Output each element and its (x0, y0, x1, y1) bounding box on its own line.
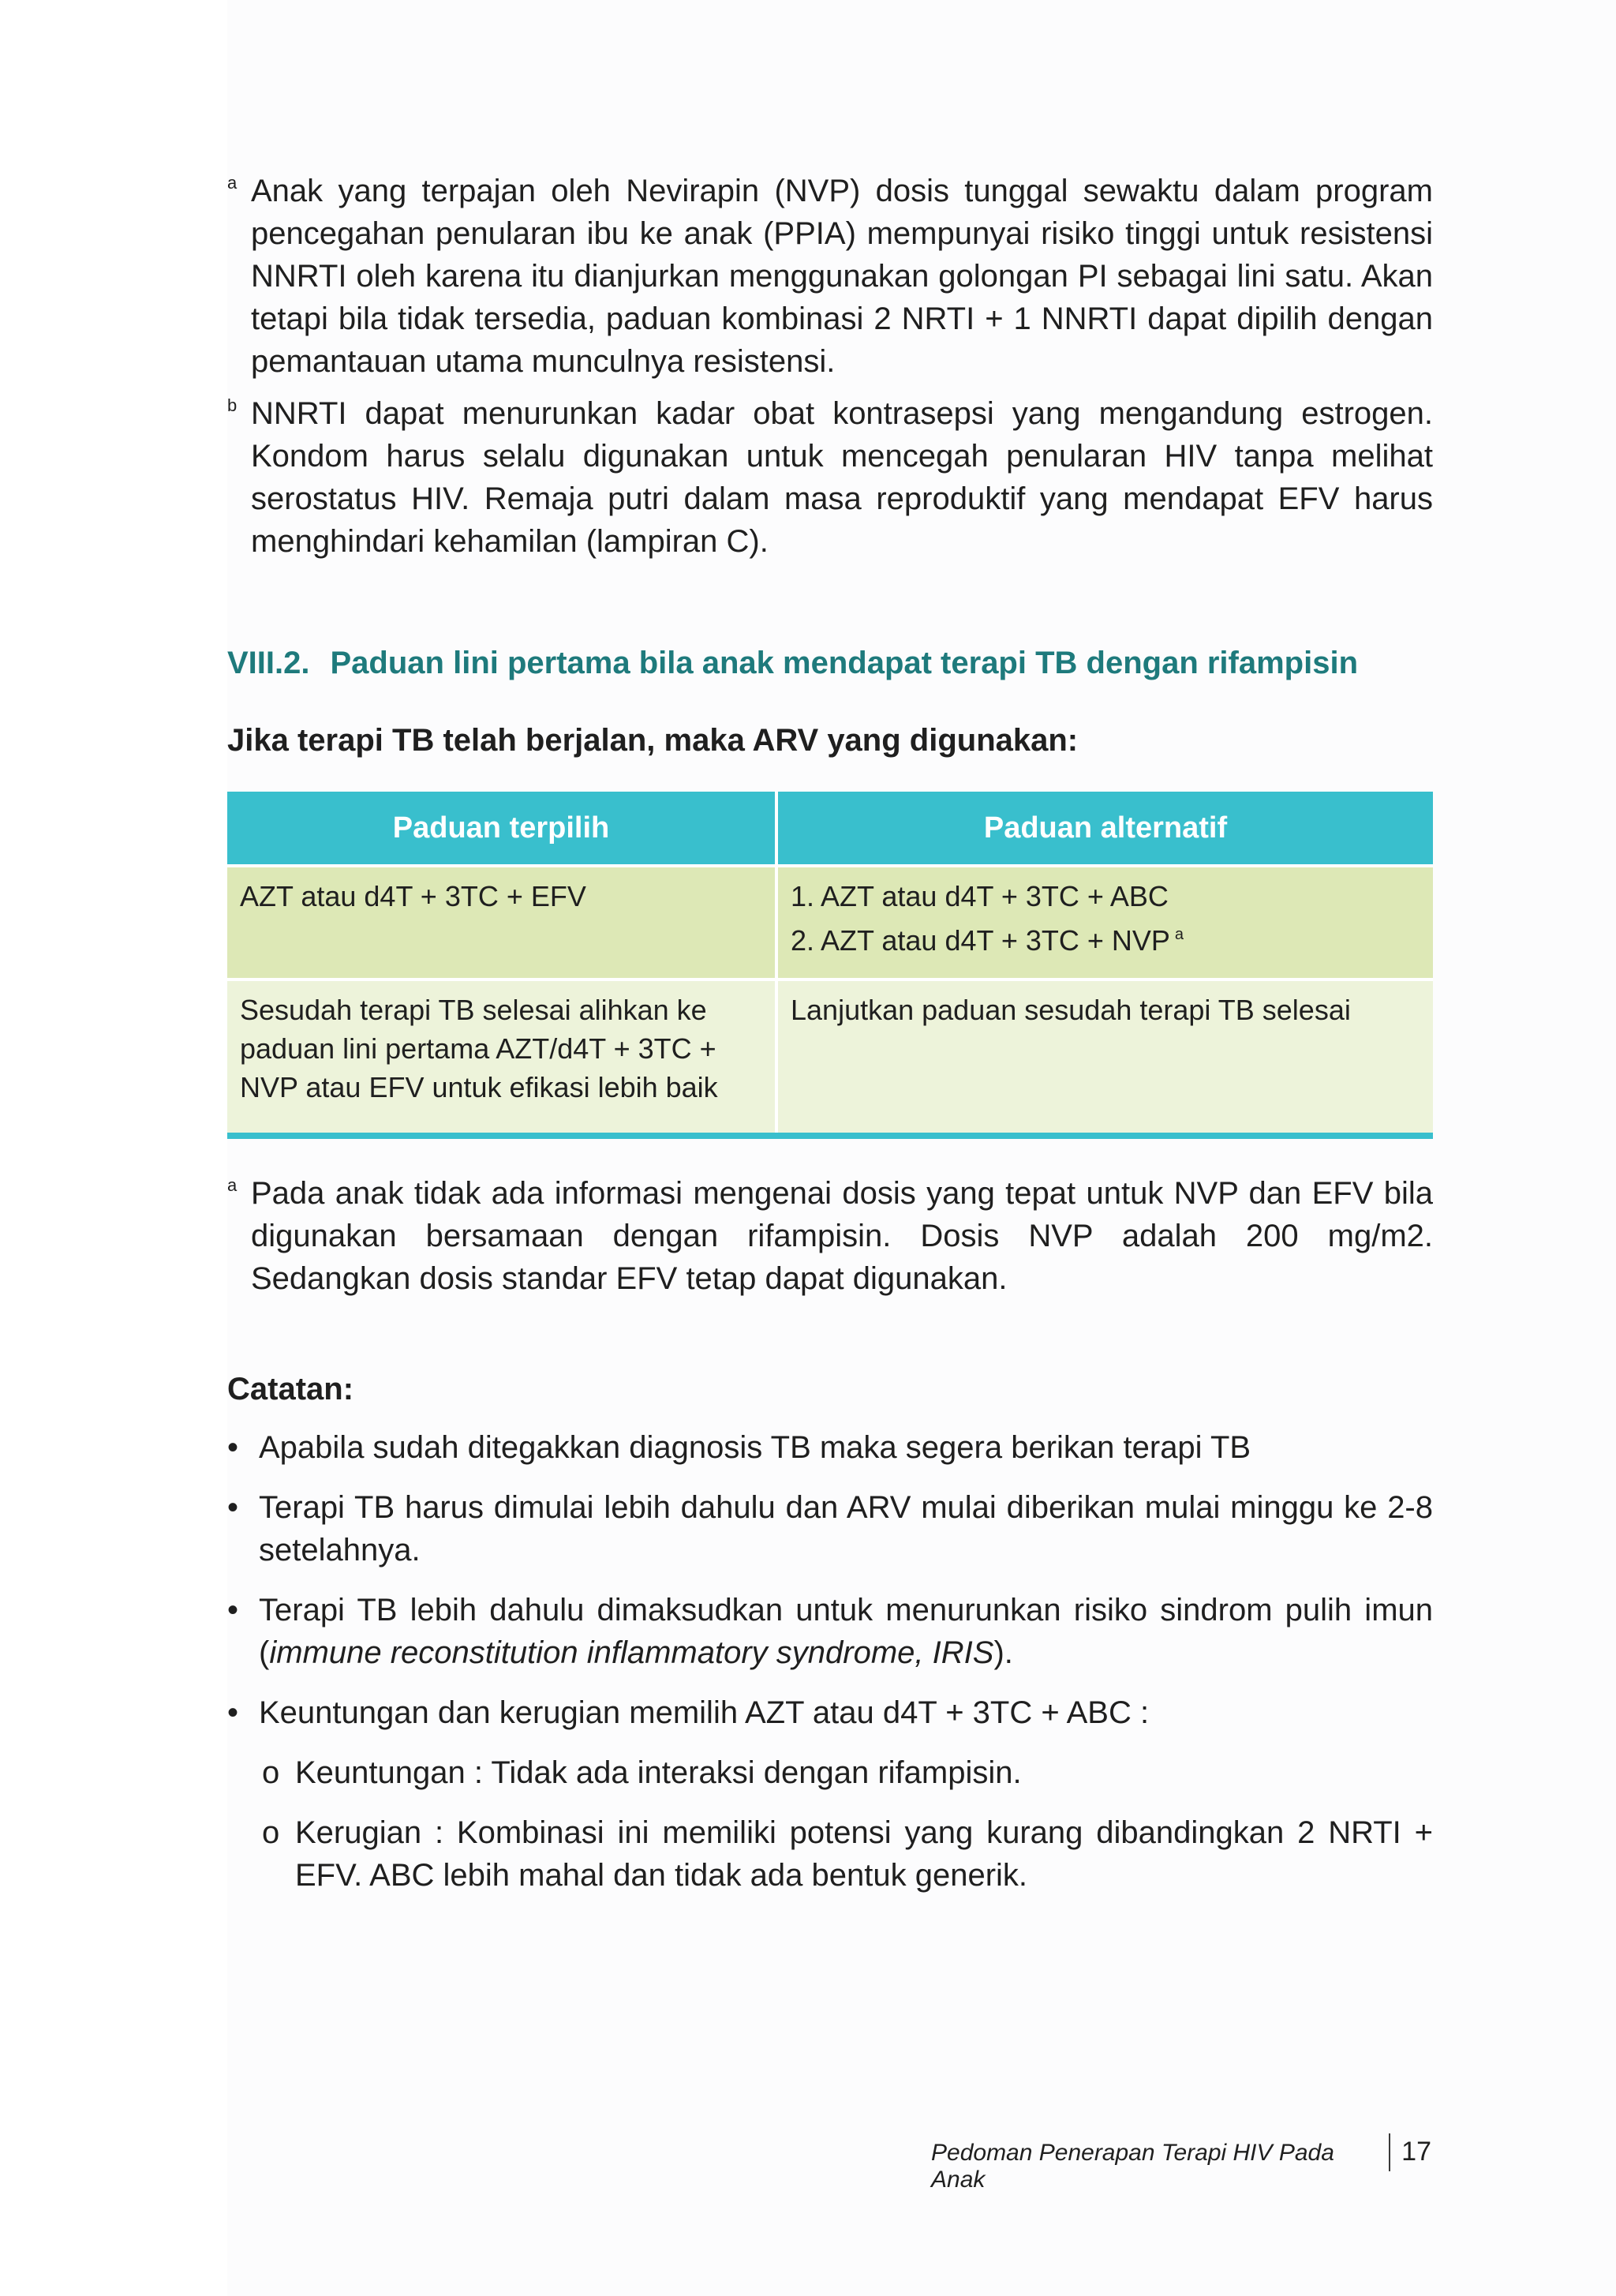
footer-divider (1389, 2133, 1390, 2171)
note-b (227, 392, 1433, 563)
table-footnote-text: Pada anak tidak ada informasi mengenai dosis yang tepat untuk NVP dan EFV bila digunakan bersamaan dengan rifampisin. Dosis NVP adalah 200 mg/m2. Sedangkan dosis standar EFV tetap dapat digunakan. (251, 1176, 1433, 1296)
note-a-marker: a (227, 173, 238, 193)
sub-list (227, 1751, 1433, 1897)
table-header-row (227, 792, 1433, 866)
bullet-italic-term: immune reconstitution inflammatory syndrome, IRIS (269, 1635, 994, 1670)
cell-text: Lanjutkan paduan sesudah terapi TB selesai (791, 994, 1351, 1026)
table-footnote-marker: a (227, 1175, 238, 1195)
alt-option-2 (791, 916, 1420, 960)
page-footer (931, 2133, 1431, 2193)
alt-option-1: 1. AZT atau d4T + 3TC + ABC (791, 880, 1169, 912)
sub-list-item (227, 1811, 1433, 1897)
cell-preferred-2 (227, 979, 776, 1136)
note-a (227, 170, 1433, 383)
sub-text: Kerugian : Kombinasi ini memiliki potensi yang kurang dibandingkan 2 NRTI + EFV. ABC lebih mahal dan tidak ada bentuk generik. (295, 1815, 1433, 1893)
alt-option-2-text: 2. AZT atau d4T + 3TC + NVP (791, 924, 1170, 957)
cell-alternative-1 (776, 866, 1433, 979)
list-item (227, 1426, 1433, 1469)
table-footnote (227, 1172, 1433, 1300)
sub-list-item (227, 1751, 1433, 1794)
bullet-text: Apabila sudah ditegakkan diagnosis TB maka segera berikan terapi TB (259, 1430, 1251, 1465)
page-number: 17 (1401, 2137, 1431, 2167)
list-item (227, 1691, 1433, 1734)
cell-text: AZT atau d4T + 3TC + EFV (240, 880, 586, 912)
cell-alternative-2 (776, 979, 1433, 1136)
notes-heading: Catatan: (227, 1372, 354, 1406)
sub-marker: o (262, 1755, 280, 1790)
section-number: VIII.2. (227, 646, 310, 680)
bullet-text: Keuntungan dan kerugian memilih AZT atau d4T + 3TC + ABC : (259, 1695, 1150, 1730)
lead-sentence: Jika terapi TB telah berjalan, maka ARV yang digunakan: (227, 723, 1079, 758)
alt-option-2-footnote-marker: a (1174, 926, 1184, 943)
header-preferred: Paduan terpilih (227, 792, 776, 866)
section-heading (227, 642, 1433, 684)
note-a-text: Anak yang terpajan oleh Nevirapin (NVP) dosis tunggal sewaktu dalam program pencegahan penularan ibu ke anak (PPIA) mempunyai risiko tinggi untuk resistensi NNRTI oleh karena itu dianjurkan menggunakan golongan PI sebagai lini satu. Akan tetapi bila tidak tersedia, paduan kombinasi 2 NRTI + 1 NNRTI dapat dipilih dengan pemantauan utama munculnya resistensi. (251, 174, 1433, 379)
table-row (227, 866, 1433, 979)
note-b-text: NNRTI dapat menurunkan kadar obat kontrasepsi yang mengandung estrogen. Kondom harus selalu digunakan untuk mencegah penularan HIV tanpa melihat serostatus HIV. Remaja putri dalam masa reproduktif yang mendapat EFV harus menghindari kehamilan (lampiran C). (251, 396, 1433, 559)
bullet-text: Terapi TB lebih dahulu dimaksudkan untuk menurunkan risiko sindrom pulih imun ( (259, 1593, 1433, 1670)
section-title: Paduan lini pertama bila anak mendapat terapi TB dengan rifampisin (330, 646, 1359, 680)
cell-preferred-1 (227, 866, 776, 979)
page-content (227, 170, 1433, 1914)
notes-list (227, 1426, 1433, 1734)
sub-text: Keuntungan : Tidak ada interaksi dengan rifampisin. (295, 1755, 1022, 1790)
header-alternative: Paduan alternatif (776, 792, 1433, 866)
regimen-table (227, 792, 1433, 1139)
sub-marker: o (262, 1815, 280, 1850)
footer-title: Pedoman Penerapan Terapi HIV Pada Anak (931, 2140, 1334, 2193)
list-item (227, 1589, 1433, 1674)
cell-text: Sesudah terapi TB selesai alihkan ke paduan lini pertama AZT/d4T + 3TC + NVP atau EFV untuk efikasi lebih baik (240, 994, 718, 1103)
table-row (227, 979, 1433, 1136)
list-item (227, 1486, 1433, 1571)
bullet-text: Terapi TB harus dimulai lebih dahulu dan ARV mulai diberikan mulai minggu ke 2-8 setelahnya. (259, 1490, 1433, 1567)
note-b-marker: b (227, 395, 238, 415)
bullet-text-end: ). (993, 1635, 1013, 1670)
